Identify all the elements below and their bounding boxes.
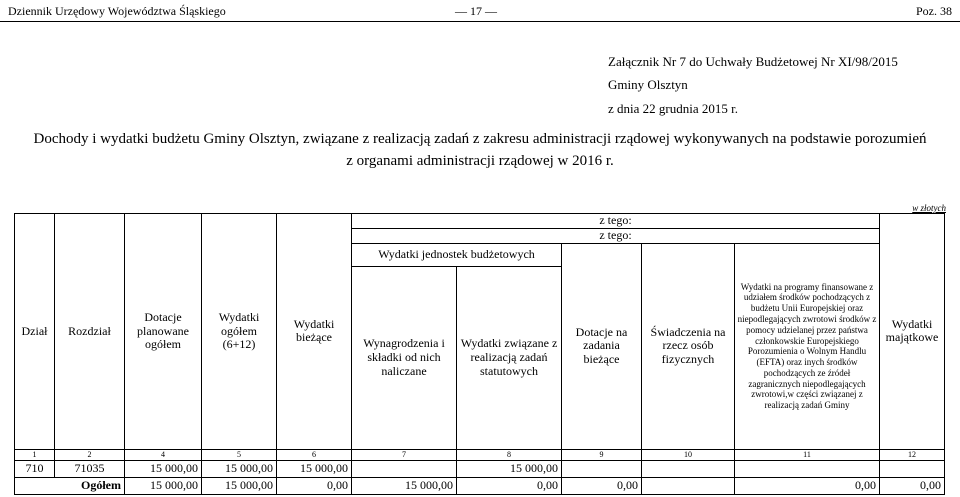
header-wydatki-ogolem: Wydatki ogółem (6+12) (202, 214, 277, 450)
header-wydatki-statutowe: Wydatki związane z realizacją zadań statutowych (457, 266, 562, 449)
total-dotacje-biezace: 0,00 (562, 477, 642, 494)
header-dzial: Dział (15, 214, 55, 450)
cell-majatkowe (880, 460, 945, 477)
budget-table (14, 213, 945, 495)
total-swiadczenia (642, 477, 735, 494)
column-number: 2 (55, 449, 125, 460)
header-wynagrodzenia: Wynagrodzenia i składki od nich naliczane (352, 266, 457, 449)
column-numbers-row (15, 449, 945, 460)
annex-line-2: Gminy Olsztyn (608, 77, 688, 92)
total-ogolem: 15 000,00 (202, 477, 277, 494)
header-wydatki-jednostek: Wydatki jednostek budżetowych (352, 243, 562, 266)
column-number: 1 (15, 449, 55, 460)
header-wydatki-biezace: Wydatki bieżące (277, 214, 352, 450)
cell-dotacje-biezace (562, 460, 642, 477)
currency-note: w złotych (912, 203, 946, 213)
header-programy-ue: Wydatki na programy finansowane z udziałem środków pochodzących z budżetu Unii Europejskiej oraz niepodlegających zwrotowi środków z pomocy udzielanej przez państwa członkowskie Europejskiego Porozumienia o Wolnym Handlu (EFTA) oraz inych środków pochodzących ze źródeł zagranicznych niepodlegających zwrotowi,w części związanej z realizacją zadań Gminy (735, 243, 880, 449)
annex-line-1: Załącznik Nr 7 do Uchwały Budżetowej Nr XI/98/2015 (608, 54, 898, 69)
cell-swiadczenia (642, 460, 735, 477)
cell-ogolem: 15 000,00 (202, 460, 277, 477)
cell-statutowe: 15 000,00 (457, 460, 562, 477)
header-rozdzial: Rozdział (55, 214, 125, 450)
header-dotacje-biezace: Dotacje na zadania bieżące (562, 243, 642, 449)
position-number: Poz. 38 (916, 4, 952, 18)
column-number: 10 (642, 449, 735, 460)
total-row (15, 477, 945, 494)
total-programy: 0,00 (735, 477, 880, 494)
cell-biezace: 15 000,00 (277, 460, 352, 477)
table-row (15, 460, 945, 477)
cell-dotacje: 15 000,00 (125, 460, 202, 477)
header-wydatki-majatkowe: Wydatki majątkowe (880, 214, 945, 450)
cell-dzial: 710 (15, 460, 55, 477)
total-dotacje: 15 000,00 (125, 477, 202, 494)
journal-title: Dziennik Urzędowy Województwa Śląskiego (8, 4, 226, 18)
document-title-line-2: z organami administracji rządowej w 2016 r. (346, 153, 614, 169)
page-number: — 17 — (455, 4, 497, 18)
header-dotacje-planowane: Dotacje planowane ogółem (125, 214, 202, 450)
total-majatkowe: 0,00 (880, 477, 945, 494)
total-biezace: 0,00 (277, 477, 352, 494)
column-number: 12 (880, 449, 945, 460)
cell-rozdzial: 71035 (55, 460, 125, 477)
column-number: 6 (277, 449, 352, 460)
header-z-tego-1: z tego: (352, 214, 880, 229)
header-z-tego-2: z tego: (352, 229, 880, 244)
column-number: 4 (125, 449, 202, 460)
total-wynagrodzenia: 15 000,00 (352, 477, 457, 494)
column-number: 11 (735, 449, 880, 460)
total-label: Ogółem (15, 477, 125, 494)
cell-wynagrodzenia (352, 460, 457, 477)
total-statutowe: 0,00 (457, 477, 562, 494)
column-number: 5 (202, 449, 277, 460)
column-number: 9 (562, 449, 642, 460)
column-number: 7 (352, 449, 457, 460)
column-number: 8 (457, 449, 562, 460)
header-swiadczenia: Świadczenia na rzecz osób fizycznych (642, 243, 735, 449)
annex-line-3: z dnia 22 grudnia 2015 r. (608, 101, 738, 116)
cell-programy (735, 460, 880, 477)
header-divider (0, 21, 960, 22)
document-title-line-1: Dochody i wydatki budżetu Gminy Olsztyn, związane z realizacją zadań z zakresu administracji rządowej wykonywanych na podstawie porozumień (33, 131, 927, 147)
